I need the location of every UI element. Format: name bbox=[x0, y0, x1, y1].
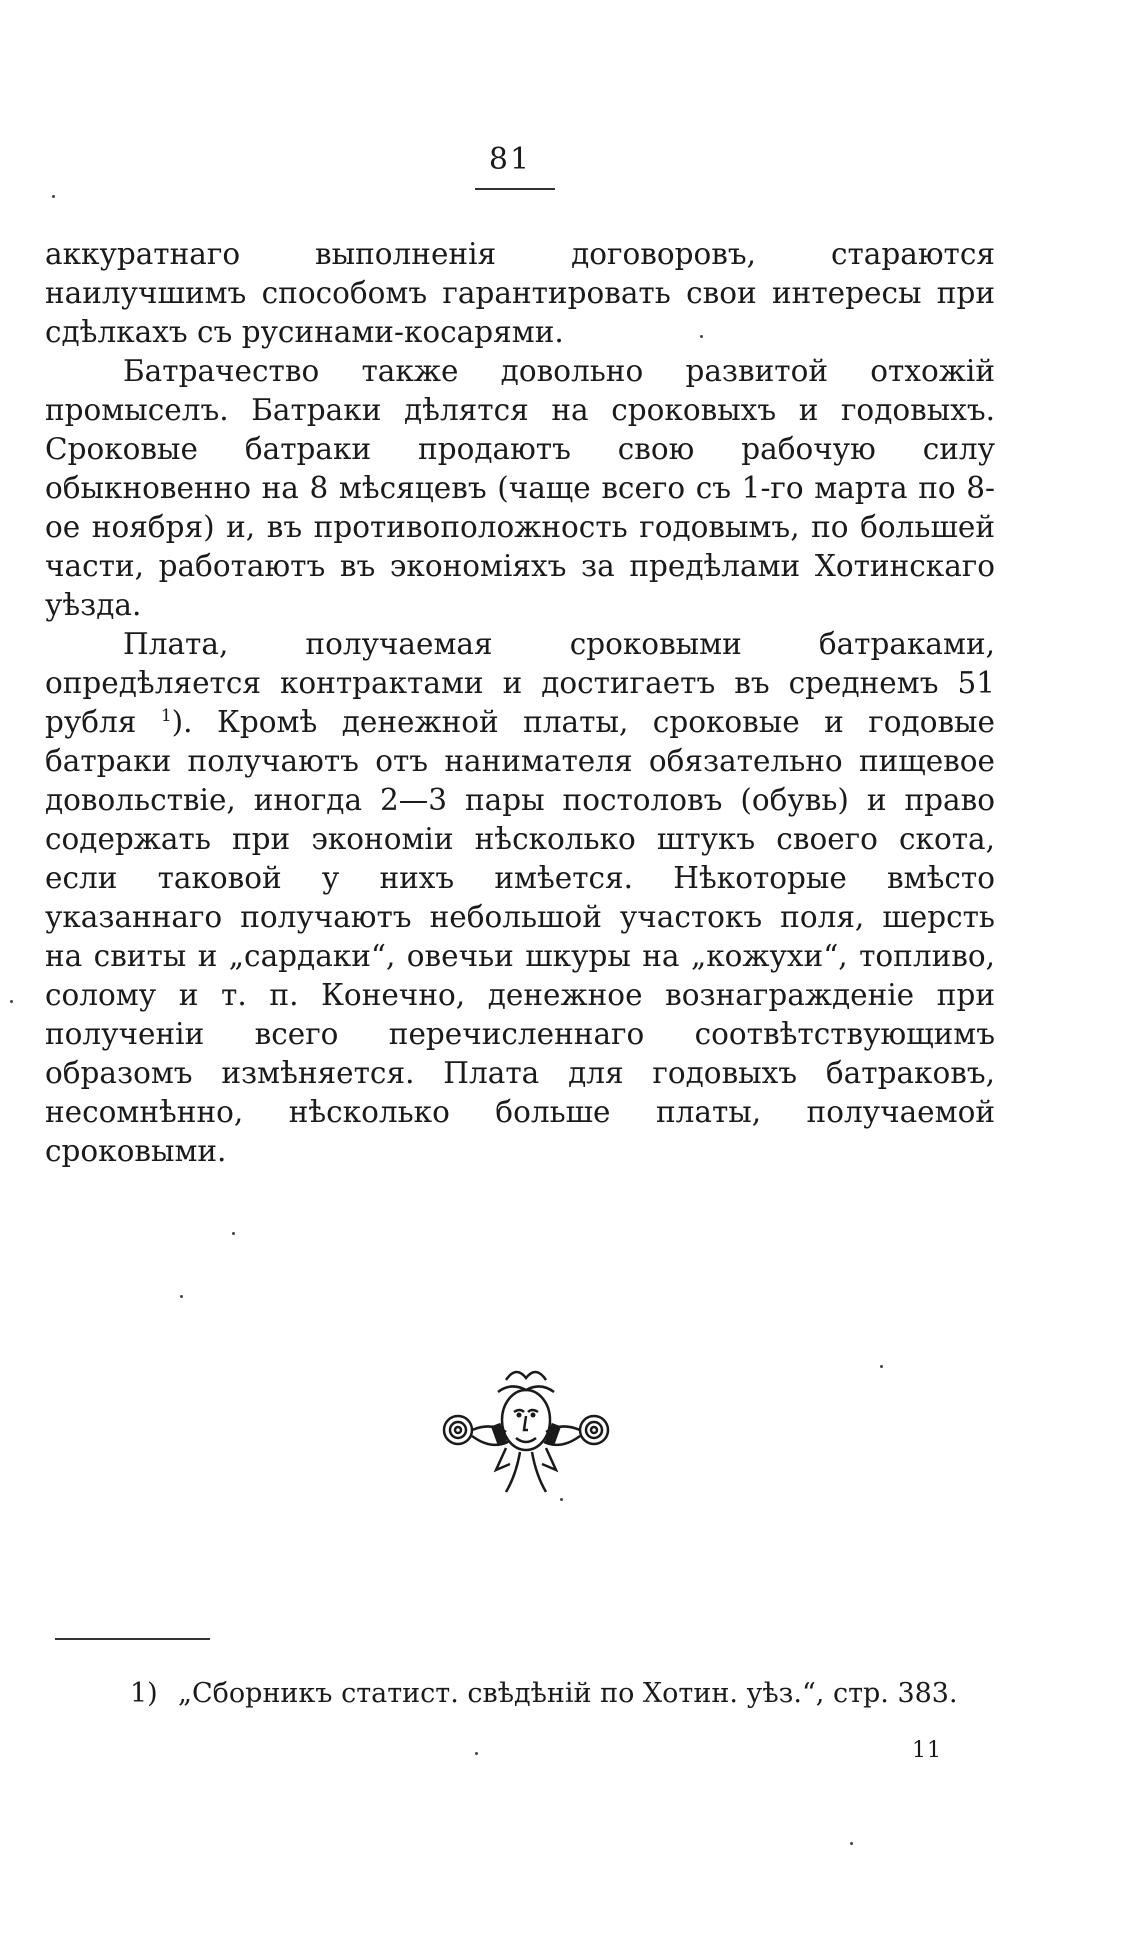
scan-speck bbox=[180, 1295, 183, 1298]
scan-speck bbox=[10, 1000, 13, 1003]
scan-speck bbox=[232, 1232, 235, 1235]
paragraph-batrachestvo: Батрачество также довольно развитой отхожій промыселъ. Батраки дѣлятся на сроковыхъ и годовыхъ. Сроковые батраки продаютъ свою рабочую силу обыкновенно на 8 мѣсяцевъ (чаще всего съ 1-го марта по 8-ое ноября) и, въ противоположность годовымъ, по большей части, работаютъ въ экономіяхъ за предѣлами Хотинскаго уѣзда. bbox=[45, 354, 995, 622]
scan-speck bbox=[560, 1498, 563, 1501]
footnote-reference: 1 bbox=[160, 706, 172, 727]
scan-speck bbox=[475, 1752, 478, 1755]
body-text bbox=[45, 235, 995, 1171]
scan-speck bbox=[700, 335, 703, 338]
paragraph-plata-start: Плата, получаемая сроковыми батраками, опредѣляется контрактами и достигаетъ въ среднемъ 51 рубля bbox=[45, 627, 995, 739]
ornament-vignette-icon bbox=[436, 1360, 616, 1500]
paragraph-continuation: аккуратнаго выполненія договоровъ, стараются наилучшимъ способомъ гарантировать свои интересы при сдѣлкахъ съ русинами-косарями. bbox=[45, 237, 995, 349]
paragraph-plata-rest: ). Кромѣ денежной платы, сроковые и годовые батраки получаютъ отъ нанимателя обязательно пищевое довольствіе, иногда 2—3 пары постоловъ (обувь) и право содержать при экономіи нѣсколько штукъ своего скота, если таковой у нихъ имѣется. Нѣкоторые вмѣсто указаннаго получаютъ небольшой участокъ поля, шерсть на свиты и „сардаки“, овечьи шкуры на „кожухи“, топливо, солому и т. п. Конечно, денежное вознагражденіе при полученіи всего перечисленнаго соотвѣтствующимъ образомъ измѣняется. Плата для годовыхъ батраковъ, несомнѣнно, нѣсколько больше платы, получаемой сроковыми. bbox=[45, 705, 995, 1168]
printer-signature: 11 bbox=[912, 1738, 942, 1763]
page-number-rule bbox=[475, 188, 555, 190]
footnote-text: „Сборникъ статист. свѣдѣній по Хотин. уѣз.“, стр. 383. bbox=[178, 1678, 958, 1709]
paragraph-plata bbox=[45, 625, 995, 1171]
footnote-marker: 1) bbox=[130, 1678, 158, 1709]
page-number: 81 bbox=[488, 142, 532, 177]
scan-speck bbox=[880, 1365, 883, 1368]
scan-speck bbox=[850, 1842, 853, 1845]
footnote-rule bbox=[55, 1638, 210, 1640]
scan-speck bbox=[52, 195, 55, 198]
